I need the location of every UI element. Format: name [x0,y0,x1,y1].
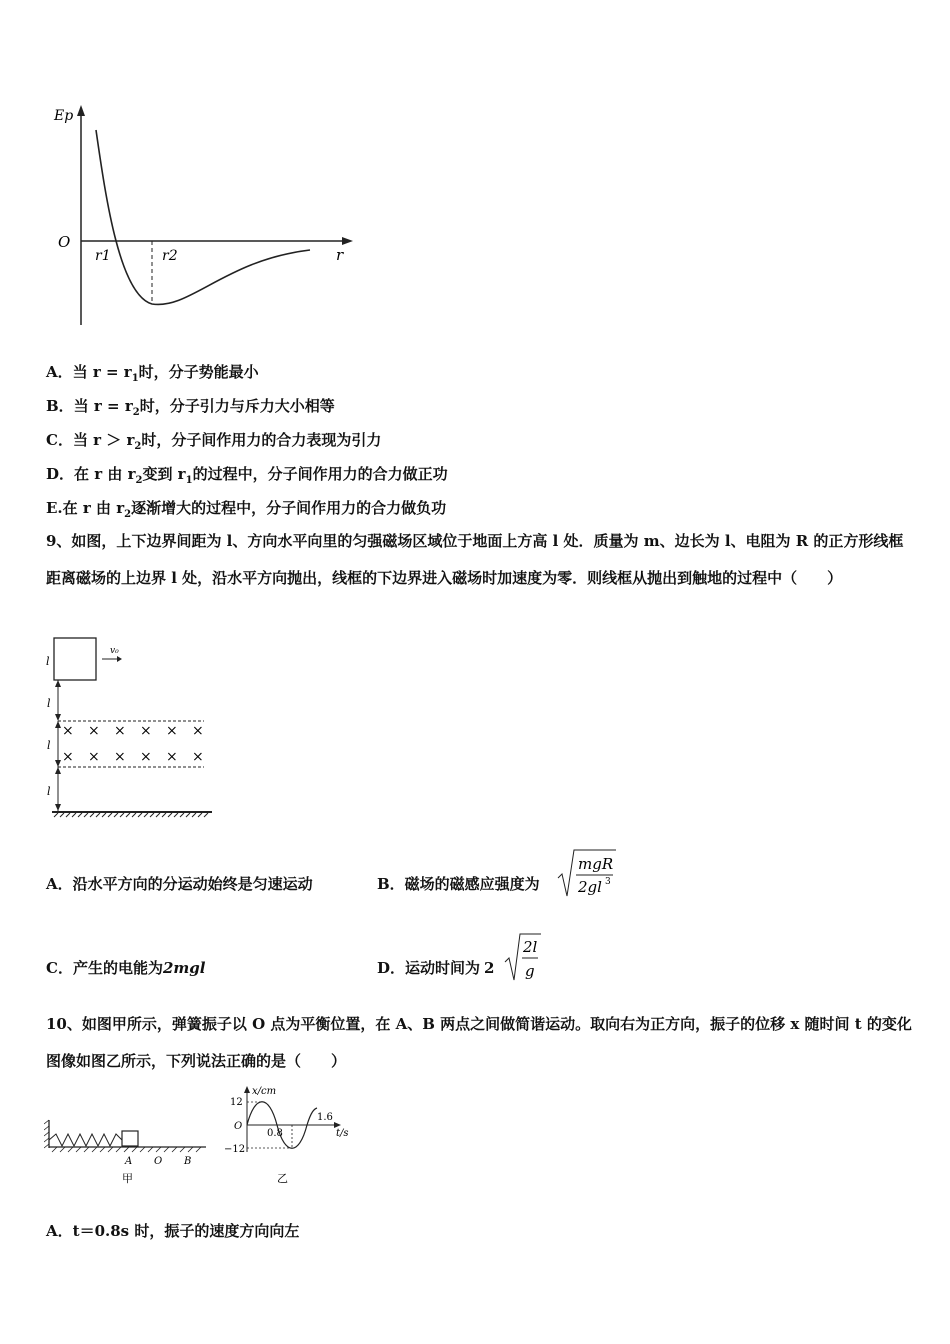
svg-text:2gl: 2gl [578,878,602,896]
svg-text:×: × [88,749,100,765]
option-a: A．当 $r = r_1$时，分子势能最小 [46,363,259,384]
svg-text:l: l [47,697,51,710]
svg-text:O: O [234,1121,243,1132]
sqrt-expression-d [503,932,543,984]
sqrt-expression-b [556,848,618,900]
svg-text:×: × [114,723,126,739]
svg-text:×: × [166,723,178,739]
svg-text:×: × [62,749,74,765]
svg-text:B: B [184,1156,192,1167]
svg-text:乙: 乙 [277,1172,288,1185]
potential-energy-graph [40,100,370,335]
svg-text:v₀: v₀ [110,646,119,656]
svg-text:O: O [154,1156,163,1167]
svg-text:l: l [47,739,51,752]
option-e: E.在 r 由 $r_2$逐渐增大的过程中，分子间作用力的合力做负功 [46,499,447,520]
svg-text:×: × [192,723,204,739]
r-axis-label: r [336,246,344,264]
spring-oscillator-figure [44,1118,214,1188]
svg-text:g: g [525,962,535,980]
q9-option-b: B．磁场的磁感应强度为 [377,875,540,893]
svg-text:甲: 甲 [122,1172,133,1185]
question-10-text: 10、如图甲所示，弹簧振子以 O 点为平衡位置，在 A、B 两点之间做简谐运动。取向右为正方向，振子的位移 x 随时间 t 的变化图像如图乙所示，下列说法正确的是（ ） [46,1015,912,1070]
q10-option-a: A．t＝0.8s 时，振子的速度方向向左 [46,1222,300,1240]
origin-label: O [58,233,71,251]
svg-text:1.6: 1.6 [317,1112,333,1123]
option-d: D．在 r 由 $r_2$变到 $r_1$的过程中，分子间作用力的合力做正功 [46,465,448,486]
svg-text:x/cm: x/cm [252,1086,277,1097]
svg-text:−12: −12 [224,1144,246,1155]
q9-option-c: C．产生的电能为2mgl [46,959,206,977]
svg-text:A: A [125,1156,133,1167]
svg-text:2l: 2l [523,938,538,956]
svg-text:3: 3 [605,877,611,887]
svg-text:0.8: 0.8 [267,1128,283,1139]
svg-text:×: × [62,723,74,739]
svg-text:mgR: mgR [578,855,614,873]
svg-text:×: × [166,749,178,765]
option-c: C．当 $r > r_2$时，分子间作用力的合力表现为引力 [46,431,382,452]
svg-text:l: l [46,655,50,668]
r2-label: r2 [162,248,178,264]
question-9-text: 9、如图，上下边界间距为 l、方向水平向里的匀强磁场区域位于地面上方高 l 处．质量为 m、边长为 l、电阻为 R 的正方形线框距离磁场的上边界 l 处，沿水平方向抛出，线框的下边界进入磁场时加速度为零．则线框从抛出到触地的过程中（ ） [46,532,904,587]
q9-option-d: D．运动时间为 2 [377,959,495,977]
displacement-time-graph [222,1082,352,1190]
svg-text:×: × [140,749,152,765]
svg-text:×: × [192,749,204,765]
svg-text:l: l [47,785,51,798]
magnetic-field-figure [44,635,224,820]
svg-text:12: 12 [230,1097,243,1108]
q9-option-a: A．沿水平方向的分运动始终是匀速运动 [46,875,313,893]
option-b: B．当 $r = r_2$时，分子引力与斥力大小相等 [46,397,335,418]
r1-label: r1 [95,248,111,264]
ep-axis-label: Ep [54,108,74,124]
svg-text:×: × [114,749,126,765]
svg-text:×: × [140,723,152,739]
svg-text:t/s: t/s [336,1128,349,1139]
svg-text:×: × [88,723,100,739]
